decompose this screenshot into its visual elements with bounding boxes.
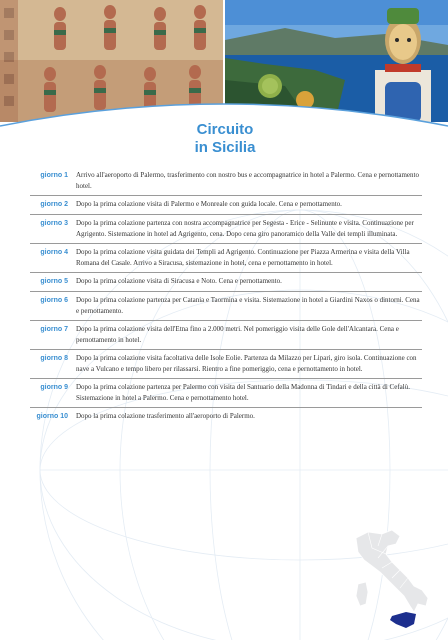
day-label: giorno 1 [40,172,68,179]
title-line-2: in Sicilia [194,139,256,156]
day-row [30,350,422,379]
day-description: Dopo la prima colazione partenza per Catania e Taormina e visita. Sistemazione in hotel a Giardini Naxos o dintorni. Cena e pernottamento. [76,296,420,315]
day-row [30,215,422,244]
day-description: Dopo la prima colazione partenza con nostra accompagnatrice per Segesta - Erice - Selinunte e visita. Continuazione per Agrigento. Sistemazione in hotel ad Agrigento, cena. Dopo cena giro panoramico della Valle dei templi illuminata. [76,219,414,238]
day-label: giorno 10 [36,413,68,420]
itinerary-list [30,167,422,426]
day-description: Dopo la prima colazione trasferimento all'aeroporto di Palermo. [76,412,255,420]
day-label: giorno 5 [40,278,68,285]
day-label: giorno 6 [40,297,68,304]
day-label: giorno 8 [40,355,68,362]
day-description: Dopo la prima colazione visita di Palermo e Monreale con guida locale. Cena e pernottamento. [76,200,342,208]
day-row [30,379,422,408]
day-row [30,196,422,215]
day-row [30,167,422,196]
day-description: Dopo la prima colazione partenza per Palermo con visita del Santuario della Madonna di Tindari e della città di Cefalù. Sistemazione in hotel a Palermo. Cena e pernottamento hotel. [76,383,410,402]
day-row [30,408,422,426]
day-label: giorno 4 [40,249,68,256]
italy-map [348,528,438,636]
day-label: giorno 9 [40,384,68,391]
day-label: giorno 7 [40,326,68,333]
day-label: giorno 3 [40,220,68,227]
day-row [30,321,422,350]
day-description: Dopo la prima colazione visita facoltativa delle Isole Eolie. Partenza da Milazzo per Lipari, giro isola. Continuazione con nave a Vulcano e tempo libero per rilassarsi. Rientro a fine pomeriggio, cena e pernottamento in hotel. [76,354,417,373]
day-row [30,292,422,321]
day-label: giorno 2 [40,201,68,208]
day-description: Dopo la prima colazione visita dell'Etna fino a 2.000 metri. Nel pomeriggio visita delle Gole dell'Alcantara. Cena e pernottamento in hotel. [76,325,399,344]
day-row [30,273,422,292]
sardinia [356,582,368,606]
day-row [30,244,422,273]
sicily-highlight [390,612,416,628]
day-description: Dopo la prima colazione visita di Siracusa e Noto. Cena e pernottamento. [76,277,282,285]
page-title [150,121,300,157]
day-description: Arrivo all'aeroporto di Palermo, trasferimento con nostro bus e accompagnatrice in hotel a Palermo. Cena e pernottamento hotel. [76,171,419,190]
day-description: Dopo la prima colazione visita guidata dei Templi ad Agrigento. Continuazione per Piazza Armerina e visita della Villa Romana del Casale. Arrivo a Siracusa, sistemazione in hotel, cena e pernottamento in hotel. [76,248,410,267]
title-line-1: Circuito [196,121,254,138]
